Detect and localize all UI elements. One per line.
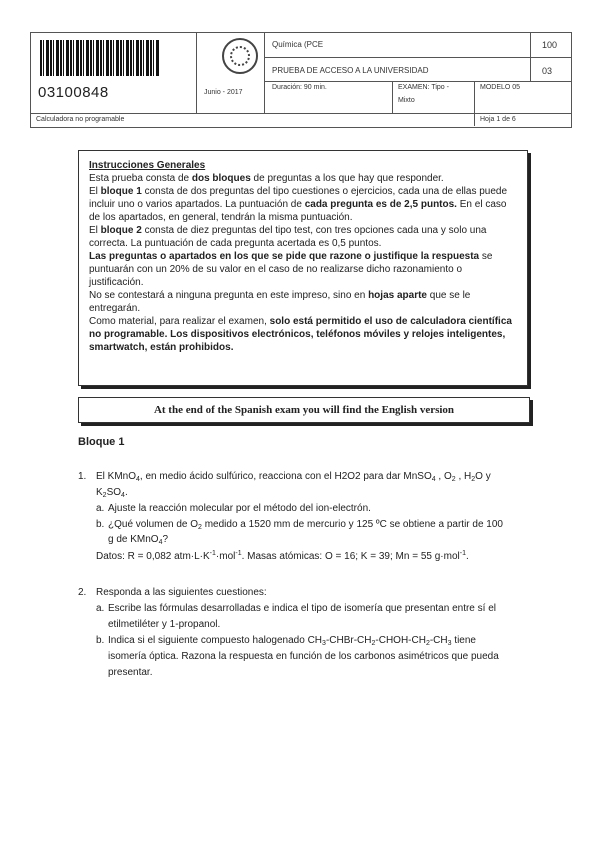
barcode-number: 03100848 — [38, 84, 109, 101]
code-bottom: 03 — [542, 66, 553, 76]
exam-type-value: Mixto — [398, 97, 415, 104]
question-1-part-b: ¿Qué volumen de $O_2$ medido a 1520 mm de mercurio y 125 ºC se obtiene a partir de 100 — [108, 519, 503, 531]
question-2-intro: Responda a las siguientes cuestiones: — [96, 587, 267, 598]
header-divider — [196, 32, 197, 113]
english-notice: At the end of the Spanish exam you will find the English version — [78, 397, 530, 423]
question-1-line-1: El KMnO$_4$, en medio ácido sulfúrico, reacciona con el H2O2 para dar MnSO$_4$ , $O_2$ , $H_2O$ y — [96, 471, 491, 483]
subject: Química (PCE — [272, 40, 324, 49]
question-2-part-b: Indica si el siguiente compuesto halogenado $CH_3-CHBr-CH_2-CHOH-CH_2-CH_3$ tiene — [108, 635, 476, 647]
question-2-part-a: Escribe las fórmulas desarrolladas e indica el tipo de isomería que presentan entre sí el — [108, 603, 496, 614]
question-1-line-2: $K_2SO_4$. — [96, 487, 128, 499]
instruction-line: No se contestará a ninguna pregunta en este impreso, sino en hojas aparte que se le entregarán. — [89, 290, 471, 314]
header-divider — [474, 81, 475, 126]
part-label: a. — [96, 503, 105, 514]
header-divider — [264, 32, 265, 113]
question-2-part-b-cont: isomería óptica. Razona la respuesta en función de los carbonos asimétricos que pueda — [108, 651, 499, 662]
block-title: Bloque 1 — [78, 436, 125, 448]
exam-title: PRUEBA DE ACCESO A LA UNIVERSIDAD — [272, 66, 429, 75]
question-number: 1. — [78, 471, 87, 482]
session: Junio - 2017 — [204, 89, 243, 96]
part-label: b. — [96, 635, 105, 646]
instructions-title: Instrucciones Generales — [89, 160, 206, 171]
instruction-line: El bloque 1 consta de dos preguntas del tipo cuestiones o ejercicios, cada una de ellas puede incluir uno o varios apartados. La puntuación de cada pregunta es de 2,5 puntos. En el caso de los apartados, en general, tendrán la misma puntuación. — [89, 186, 508, 223]
instructions-box — [78, 150, 528, 386]
header-divider — [264, 81, 571, 82]
university-seal — [222, 38, 258, 74]
exam-type-label: EXAMEN: Tipo - — [398, 84, 449, 91]
question-number: 2. — [78, 587, 87, 598]
instruction-line: Como material, para realizar el examen, solo está permitido el uso de calculadora científica no programable. Los dispositivos electrónicos, teléfonos móviles y relojes inteligentes, smartwatch, están prohibidos. — [89, 316, 512, 353]
model: MODELO 05 — [480, 84, 521, 91]
question-2-part-b-cont: presentar. — [108, 667, 153, 678]
header-divider — [30, 113, 571, 114]
header-divider — [392, 81, 393, 113]
question-1-part-b-cont: g de KMnO$_4$? — [108, 534, 169, 546]
instruction-line: Las preguntas o apartados en los que se pide que razone o justifique la respuesta se puntuarán con un 20% de su valor en el caso de no realizarse dicho razonamiento o justificación. — [89, 251, 493, 288]
question-1-data: Datos: R = 0,082 $atm\cdot L\cdot K^{-1}\cdot mol^{-1}$. Masas atómicas: O = 16; K = 39; Mn = 55 g·mol$^{-1}$. — [96, 550, 469, 562]
code-top: 100 — [542, 40, 558, 50]
duration: Duración: 90 min. — [272, 84, 327, 91]
part-label: b. — [96, 519, 105, 530]
question-2-part-a-cont: etilmetiléter y 1-propanol. — [108, 619, 221, 630]
calculator-note: Calculadora no programable — [36, 116, 125, 123]
part-label: a. — [96, 603, 105, 614]
question-1-part-a: Ajuste la reacción molecular por el método del ion-electrón. — [108, 503, 371, 514]
barcode — [40, 40, 160, 76]
instruction-line: Esta prueba consta de dos bloques de preguntas a los que hay que responder. — [89, 173, 444, 184]
header-divider — [264, 57, 571, 58]
page-number: Hoja 1 de 6 — [480, 116, 516, 123]
instruction-line: El bloque 2 consta de diez preguntas del tipo test, con tres opciones cada una y solo una correcta. La puntuación de cada pregunta acertada es 0,5 puntos. — [89, 225, 487, 249]
